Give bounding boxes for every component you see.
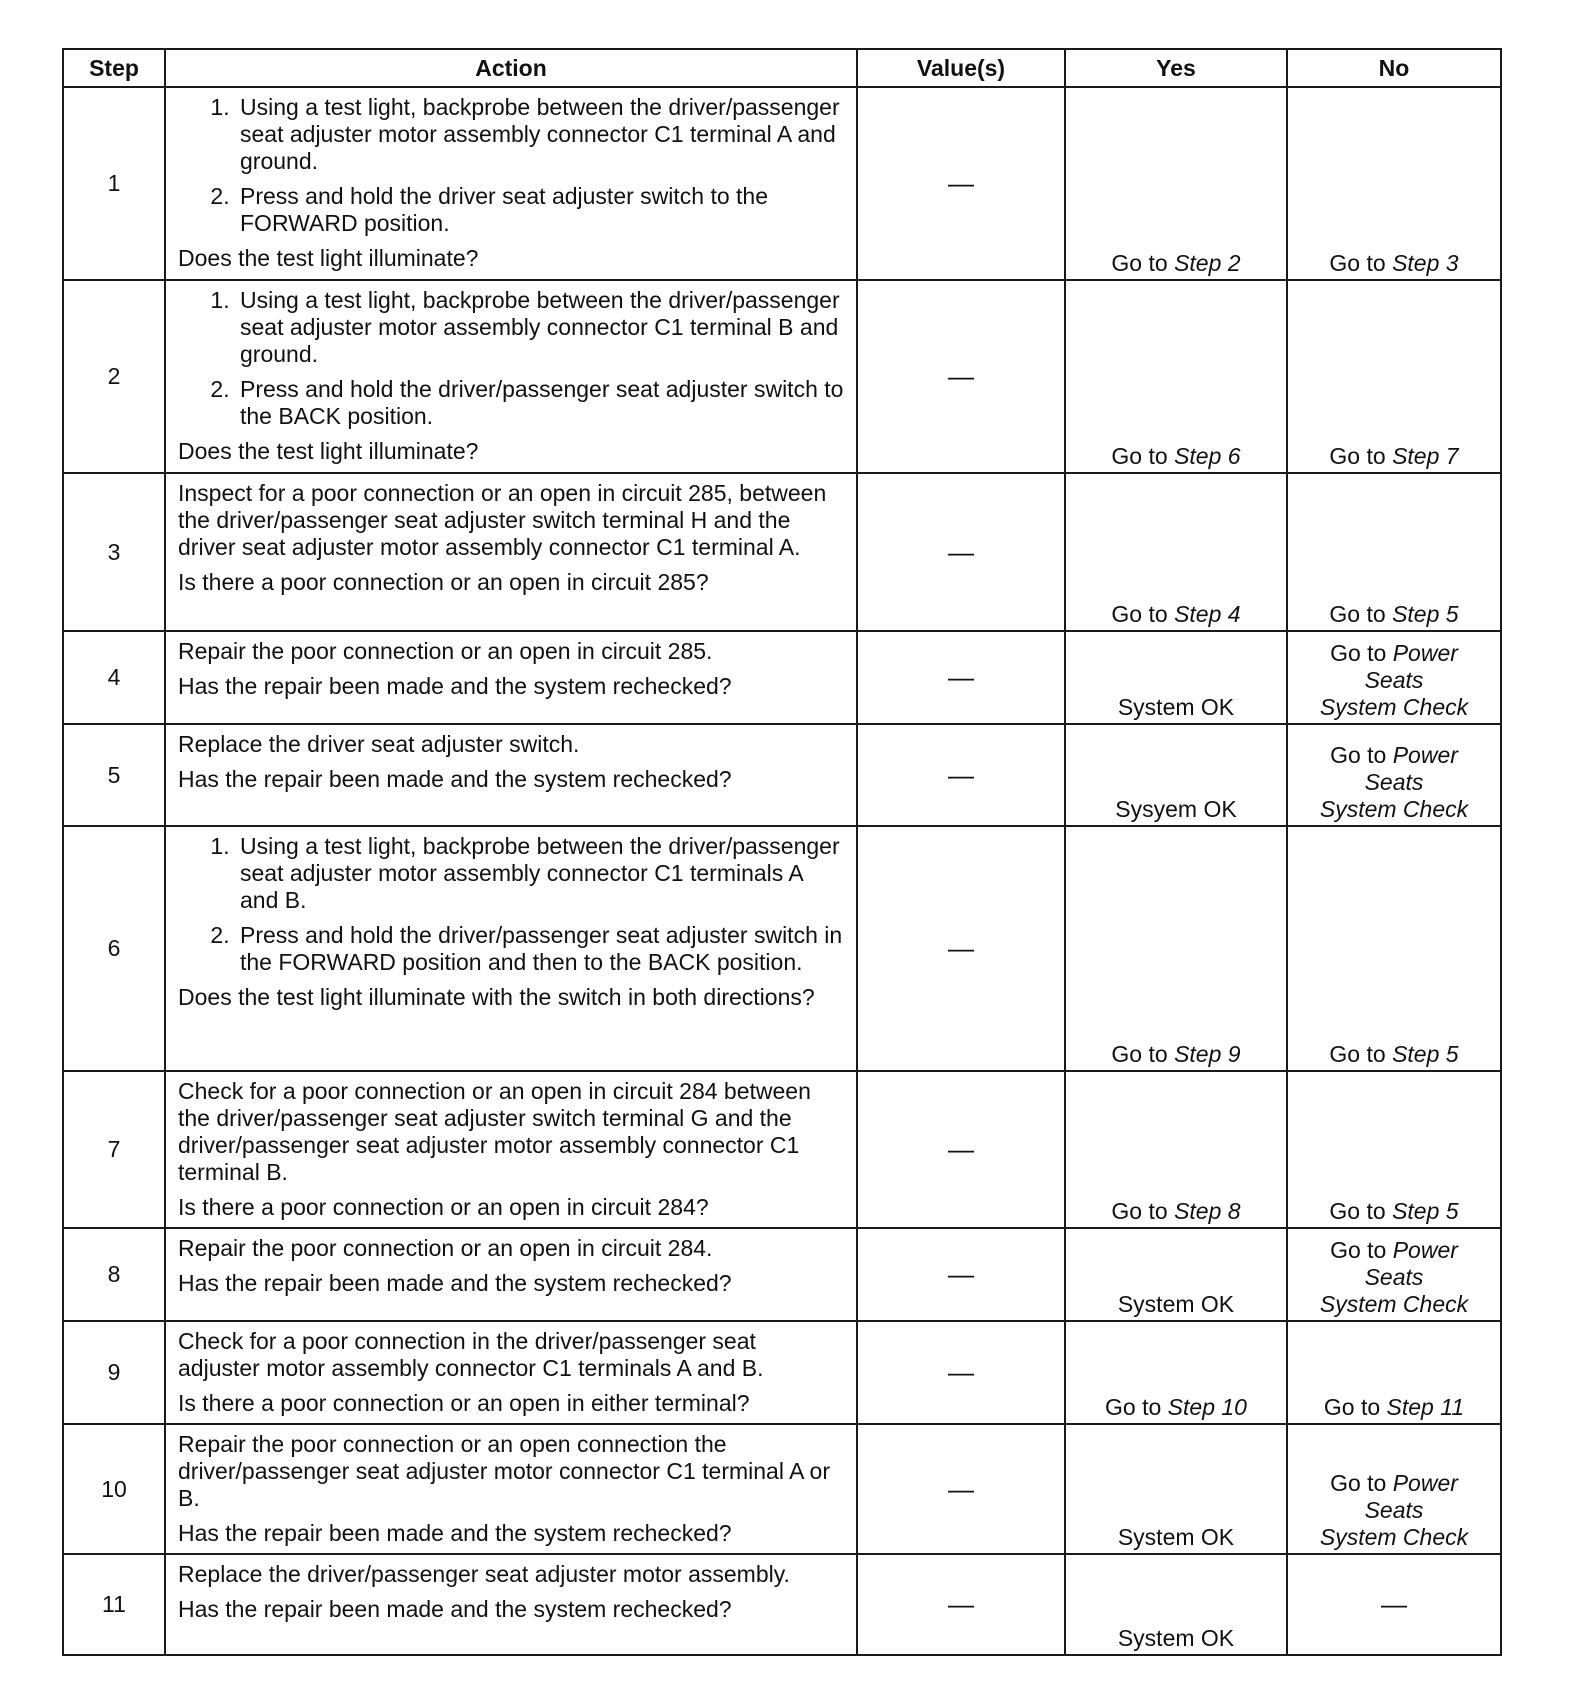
yes-cell xyxy=(1065,826,1287,1071)
no-cell xyxy=(1287,1321,1501,1424)
step-link[interactable]: Step 4 xyxy=(1174,601,1241,627)
value-cell: — xyxy=(857,1424,1065,1554)
result-target: System Check xyxy=(1319,1291,1469,1317)
step-number: 1 xyxy=(63,87,165,280)
value-cell: — xyxy=(857,631,1065,724)
step-link[interactable]: Step 3 xyxy=(1392,250,1459,276)
result-target: System Check xyxy=(1319,796,1469,822)
yes-cell: System OK xyxy=(1065,1424,1287,1554)
action-cell xyxy=(165,1321,857,1424)
action-cell xyxy=(165,473,857,631)
yes-cell xyxy=(1065,473,1287,631)
value-cell: — xyxy=(857,1228,1065,1321)
yes-cell: System OK xyxy=(1065,1554,1287,1655)
action-cell xyxy=(165,826,857,1071)
step-number: 10 xyxy=(63,1424,165,1554)
action-question: Is there a poor connection or an open in circuit 285? xyxy=(178,569,709,595)
no-cell xyxy=(1287,1071,1501,1228)
result-link[interactable] xyxy=(1320,640,1468,721)
result-prefix: Go to xyxy=(1323,1394,1381,1420)
header-values: Value(s) xyxy=(857,49,1065,87)
action-text: Repair the poor connection or an open connection the driver/passenger seat adjuster motor connector C1 terminal A or B. xyxy=(178,1431,830,1511)
yes-cell xyxy=(1065,280,1287,473)
result-prefix: Go to xyxy=(1329,250,1386,276)
yes-cell xyxy=(1065,1071,1287,1228)
action-cell xyxy=(165,1554,857,1655)
value-cell: — xyxy=(857,724,1065,826)
step-link[interactable]: Step 5 xyxy=(1392,601,1459,627)
value-cell: — xyxy=(857,473,1065,631)
table-row xyxy=(63,1071,1501,1228)
action-cell xyxy=(165,87,857,280)
step-link[interactable]: Step 5 xyxy=(1392,1041,1459,1067)
step-number: 9 xyxy=(63,1321,165,1424)
action-item: 2. Press and hold the driver/passenger seat adjuster switch in the FORWARD position and then to the BACK position. xyxy=(236,922,844,976)
table-row xyxy=(63,1321,1501,1424)
result-link[interactable] xyxy=(1320,1470,1468,1551)
action-cell xyxy=(165,1228,857,1321)
result-target: Power xyxy=(1392,1237,1458,1263)
table-row xyxy=(63,1554,1501,1655)
action-question: Has the repair been made and the system rechecked? xyxy=(178,766,732,792)
result-link[interactable] xyxy=(1320,742,1468,823)
result-prefix: Go to xyxy=(1330,640,1387,666)
header-action: Action xyxy=(165,49,857,87)
action-list xyxy=(178,94,844,237)
action-item: 1. Using a test light, backprobe between the driver/passenger seat adjuster motor assembly connector C1 terminal A and ground. xyxy=(236,94,844,175)
table-row xyxy=(63,280,1501,473)
action-question: Has the repair been made and the system rechecked? xyxy=(178,1596,732,1622)
result-target: Seats xyxy=(1364,1264,1424,1290)
action-question: Has the repair been made and the system rechecked? xyxy=(178,1270,732,1296)
no-cell: — xyxy=(1287,1554,1501,1655)
step-link[interactable]: Step 2 xyxy=(1174,250,1241,276)
value-cell: — xyxy=(857,280,1065,473)
action-question: Is there a poor connection or an open in circuit 284? xyxy=(178,1194,709,1220)
step-number: 4 xyxy=(63,631,165,724)
table-row xyxy=(63,87,1501,280)
action-text: Repair the poor connection or an open in circuit 284. xyxy=(178,1235,713,1261)
result-prefix: Go to xyxy=(1329,601,1386,627)
action-question: Is there a poor connection or an open in either terminal? xyxy=(178,1390,750,1416)
action-cell xyxy=(165,1071,857,1228)
no-cell xyxy=(1287,631,1501,724)
action-item: 2. Press and hold the driver seat adjuster switch to the FORWARD position. xyxy=(236,183,844,237)
step-number: 2 xyxy=(63,280,165,473)
yes-cell xyxy=(1065,87,1287,280)
value-cell: — xyxy=(857,1071,1065,1228)
value-cell: — xyxy=(857,1554,1065,1655)
step-link[interactable]: Step 9 xyxy=(1174,1041,1241,1067)
step-number: 8 xyxy=(63,1228,165,1321)
result-link[interactable] xyxy=(1320,1237,1468,1318)
action-cell xyxy=(165,280,857,473)
action-text: Replace the driver seat adjuster switch. xyxy=(178,731,580,757)
result-prefix: Go to xyxy=(1329,1198,1386,1224)
result-prefix: Go to xyxy=(1329,443,1386,469)
result-target: Seats xyxy=(1364,769,1424,795)
yes-cell: System OK xyxy=(1065,631,1287,724)
action-text: Inspect for a poor connection or an open in circuit 285, between the driver/passenger seat adjuster switch terminal H and the driver seat adjuster motor assembly connector C1 terminal A. xyxy=(178,480,827,560)
action-text: Check for a poor connection or an open in circuit 284 between the driver/passenger seat adjuster switch terminal G and the driver/passenger seat adjuster motor assembly connector C1 terminal B. xyxy=(178,1078,811,1185)
action-question: Has the repair been made and the system rechecked? xyxy=(178,1520,732,1546)
header-no: No xyxy=(1287,49,1501,87)
header-step: Step xyxy=(63,49,165,87)
no-cell xyxy=(1287,1228,1501,1321)
header-row xyxy=(63,49,1501,87)
diagnostic-table xyxy=(62,48,1502,1656)
no-cell xyxy=(1287,87,1501,280)
step-link[interactable]: Step 11 xyxy=(1386,1394,1465,1420)
result-target: System Check xyxy=(1319,694,1469,720)
action-item: 1. Using a test light, backprobe between the driver/passenger seat adjuster motor assembly connector C1 terminal B and ground. xyxy=(236,287,844,368)
no-cell xyxy=(1287,280,1501,473)
result-prefix: Go to xyxy=(1111,443,1168,469)
step-number: 7 xyxy=(63,1071,165,1228)
result-target: Power xyxy=(1392,742,1458,768)
action-text: Repair the poor connection or an open in circuit 285. xyxy=(178,638,713,664)
header-yes: Yes xyxy=(1065,49,1287,87)
action-question: Does the test light illuminate? xyxy=(178,245,479,271)
step-link[interactable]: Step 5 xyxy=(1392,1198,1459,1224)
result-prefix: Go to xyxy=(1329,1041,1386,1067)
table-row xyxy=(63,1424,1501,1554)
action-list xyxy=(178,287,844,430)
action-text: Replace the driver/passenger seat adjuster motor assembly. xyxy=(178,1561,790,1587)
action-cell xyxy=(165,631,857,724)
result-prefix: Go to xyxy=(1111,601,1168,627)
step-number: 11 xyxy=(63,1554,165,1655)
yes-cell xyxy=(1065,1321,1287,1424)
value-cell: — xyxy=(857,826,1065,1071)
result-target: Seats xyxy=(1364,1497,1424,1523)
result-target: Power xyxy=(1392,640,1458,666)
action-item: 1. Using a test light, backprobe between the driver/passenger seat adjuster motor assembly connector C1 terminals A and B. xyxy=(236,833,844,914)
action-list xyxy=(178,833,844,976)
table-row xyxy=(63,631,1501,724)
step-link[interactable]: Step 10 xyxy=(1167,1394,1247,1420)
step-number: 6 xyxy=(63,826,165,1071)
result-prefix: Go to xyxy=(1330,1237,1387,1263)
action-question: Does the test light illuminate with the switch in both directions? xyxy=(178,984,815,1010)
step-number: 3 xyxy=(63,473,165,631)
no-cell xyxy=(1287,826,1501,1071)
table-row xyxy=(63,724,1501,826)
action-text: Check for a poor connection in the driver/passenger seat adjuster motor assembly connector C1 terminals A and B. xyxy=(178,1328,764,1381)
no-cell xyxy=(1287,473,1501,631)
result-target: Seats xyxy=(1364,667,1424,693)
action-cell xyxy=(165,1424,857,1554)
no-cell xyxy=(1287,724,1501,826)
result-target: System Check xyxy=(1319,1524,1469,1550)
result-prefix: Go to xyxy=(1330,1470,1387,1496)
action-item: 2. Press and hold the driver/passenger seat adjuster switch to the BACK position. xyxy=(236,376,844,430)
table-row xyxy=(63,1228,1501,1321)
yes-cell: Sysyem OK xyxy=(1065,724,1287,826)
value-cell: — xyxy=(857,1321,1065,1424)
result-prefix: Go to xyxy=(1330,742,1387,768)
action-question: Has the repair been made and the system rechecked? xyxy=(178,673,732,699)
value-cell: — xyxy=(857,87,1065,280)
table-row xyxy=(63,473,1501,631)
table-row xyxy=(63,826,1501,1071)
step-number: 5 xyxy=(63,724,165,826)
step-link[interactable]: Step 7 xyxy=(1392,443,1459,469)
result-prefix: Go to xyxy=(1111,1198,1168,1224)
step-link[interactable]: Step 6 xyxy=(1174,443,1241,469)
result-target: Power xyxy=(1392,1470,1458,1496)
step-link[interactable]: Step 8 xyxy=(1174,1198,1241,1224)
action-question: Does the test light illuminate? xyxy=(178,438,479,464)
yes-cell: System OK xyxy=(1065,1228,1287,1321)
result-prefix: Go to xyxy=(1111,250,1168,276)
result-prefix: Go to xyxy=(1111,1041,1168,1067)
action-cell xyxy=(165,724,857,826)
result-prefix: Go to xyxy=(1105,1394,1162,1420)
no-cell xyxy=(1287,1424,1501,1554)
